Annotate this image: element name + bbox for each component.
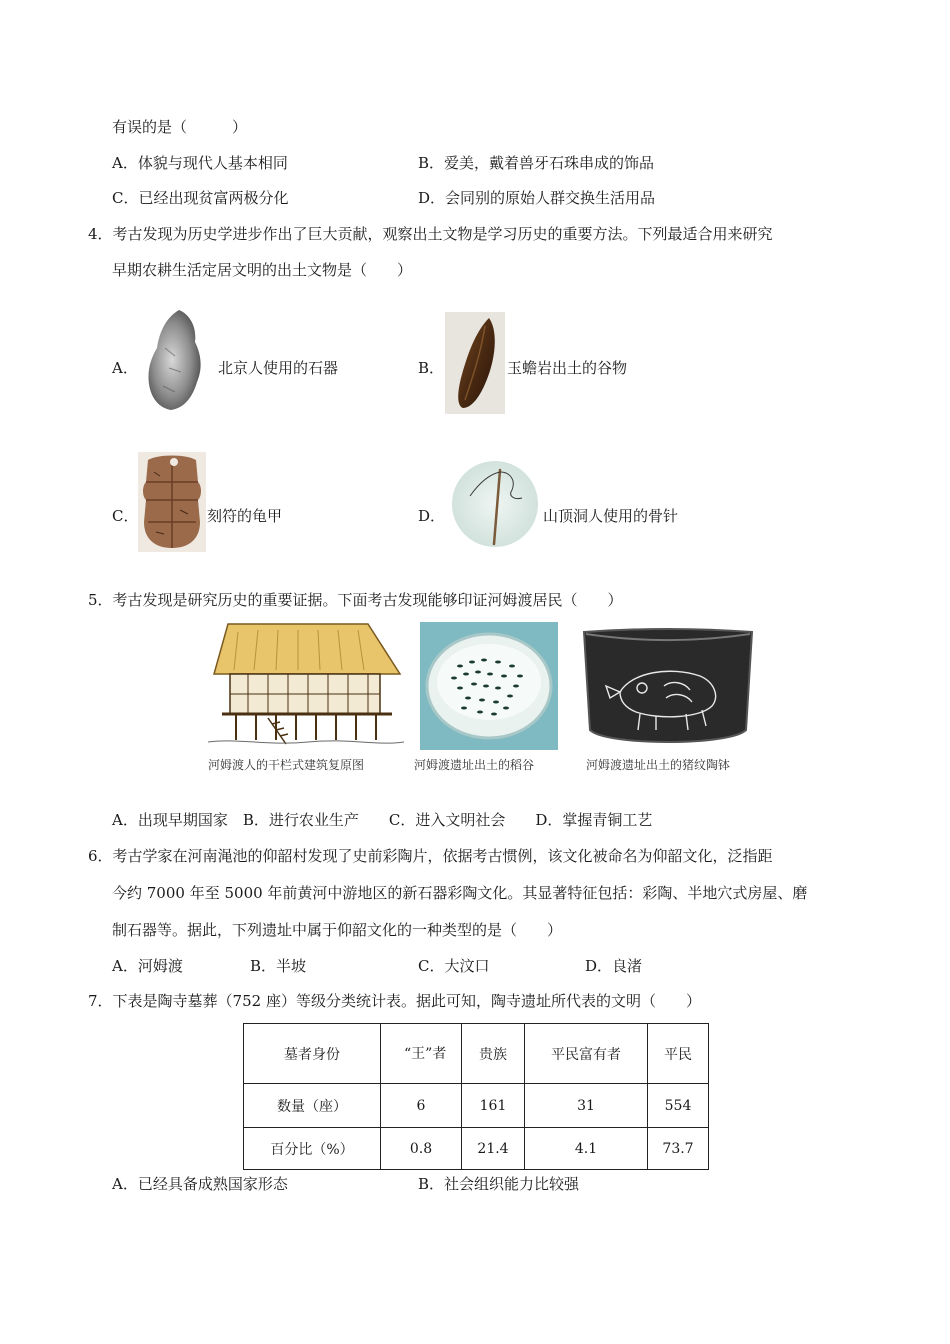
- q3-option-b: B．爱美，戴着兽牙石珠串成的饰品: [418, 154, 655, 172]
- q7-option-b: B．社会组织能力比较强: [418, 1175, 580, 1193]
- table-row: [244, 1084, 709, 1128]
- bone-needle-image: [450, 460, 540, 548]
- q3-option-c: C．已经出现贫富两极分化: [112, 189, 289, 207]
- table-cell: 数量（座）: [244, 1084, 381, 1128]
- table-cell: 31: [525, 1084, 648, 1128]
- rice-grain-dish-photo: [420, 622, 558, 750]
- q3-tail: 有误的是（ ）: [112, 118, 248, 136]
- table-header-cell: 平民: [648, 1024, 709, 1084]
- q3-option-a: A．体貌与现代人基本相同: [112, 154, 288, 172]
- q4-line2: 早期农耕生活定居文明的出土文物是（ ）: [112, 261, 413, 279]
- pig-pattern-bowl-photo: [580, 626, 756, 750]
- q4-option-d-label: 山顶洞人使用的骨针: [543, 507, 679, 525]
- table-cell: 0.8: [381, 1128, 462, 1170]
- q5-line1: 5．考古发现是研究历史的重要证据。下面考古发现能够印证河姆渡居民（ ）: [88, 591, 623, 609]
- table-cell: 4.1: [525, 1128, 648, 1170]
- stone-tool-image: [145, 308, 205, 412]
- table-cell: 6: [381, 1084, 462, 1128]
- q4-line1: 4．考古发现为历史学进步作出了巨大贡献，观察出土文物是学习历史的重要方法。下列最适合用来研究: [88, 225, 773, 243]
- table-header-cell: 墓者身份: [244, 1024, 381, 1084]
- table-header-cell: 平民富有者: [525, 1024, 648, 1084]
- q7-option-a: A．已经具备成熟国家形态: [112, 1175, 288, 1193]
- q6-line3: 制石器等。据此，下列遗址中属于仰韶文化的一种类型的是（ ）: [112, 921, 563, 939]
- q6-line2: 今约 7000 年至 5000 年前黄河中游地区的新石器彩陶文化。其显著特征包括：彩陶、半地穴式房屋、磨: [112, 884, 808, 902]
- q6-option-d: D．良渚: [585, 957, 643, 975]
- caption-pig-bowl: 河姆渡遗址出土的猪纹陶钵: [586, 758, 731, 772]
- q4-option-d-letter: D．: [418, 507, 446, 525]
- tomb-statistics-table: [243, 1023, 709, 1170]
- table-header-row: [244, 1024, 709, 1084]
- q6-line1: 6．考古学家在河南渑池的仰韶村发现了史前彩陶片，依据考古惯例，该文化被命名为仰韶文化，泛指距: [88, 847, 773, 865]
- q6-option-c: C．大汶口: [418, 957, 490, 975]
- q6-option-a: A．河姆渡: [112, 957, 183, 975]
- table-header-cell: [381, 1024, 462, 1084]
- q6-option-b: B．半坡: [250, 957, 307, 975]
- king-header-text: “王”者: [404, 1045, 447, 1062]
- q3-option-d: D．会同别的原始人群交换生活用品: [418, 189, 656, 207]
- table-cell: 554: [648, 1084, 709, 1128]
- stilt-house-illustration: [208, 622, 404, 750]
- q7-line1: 7．下表是陶寺墓葬（752 座）等级分类统计表。据此可知，陶寺遗址所代表的文明（ ）: [88, 992, 701, 1010]
- table-cell: 73.7: [648, 1128, 709, 1170]
- q4-option-b-letter: B．: [418, 359, 445, 377]
- q4-option-c-letter: C．: [112, 507, 139, 525]
- grain-image: [445, 312, 505, 414]
- q4-option-a-label: 北京人使用的石器: [218, 359, 339, 377]
- table-row: [244, 1128, 709, 1170]
- table-cell: 百分比（%）: [244, 1128, 381, 1170]
- q4-option-a-letter: A．: [112, 359, 138, 377]
- q5-options: A．出现早期国家 B．进行农业生产 C．进入文明社会 D．掌握青铜工艺: [112, 811, 653, 829]
- table-cell: 161: [462, 1084, 525, 1128]
- table-header-cell: 贵族: [462, 1024, 525, 1084]
- table-cell: 21.4: [462, 1128, 525, 1170]
- q4-option-c-label: 刻符的龟甲: [207, 507, 283, 525]
- turtle-shell-image: [138, 452, 206, 552]
- caption-rice-grain: 河姆渡遗址出土的稻谷: [414, 758, 535, 772]
- q4-option-b-label: 玉蟾岩出土的谷物: [507, 359, 628, 377]
- caption-stilt-house: 河姆渡人的干栏式建筑复原图: [208, 758, 365, 772]
